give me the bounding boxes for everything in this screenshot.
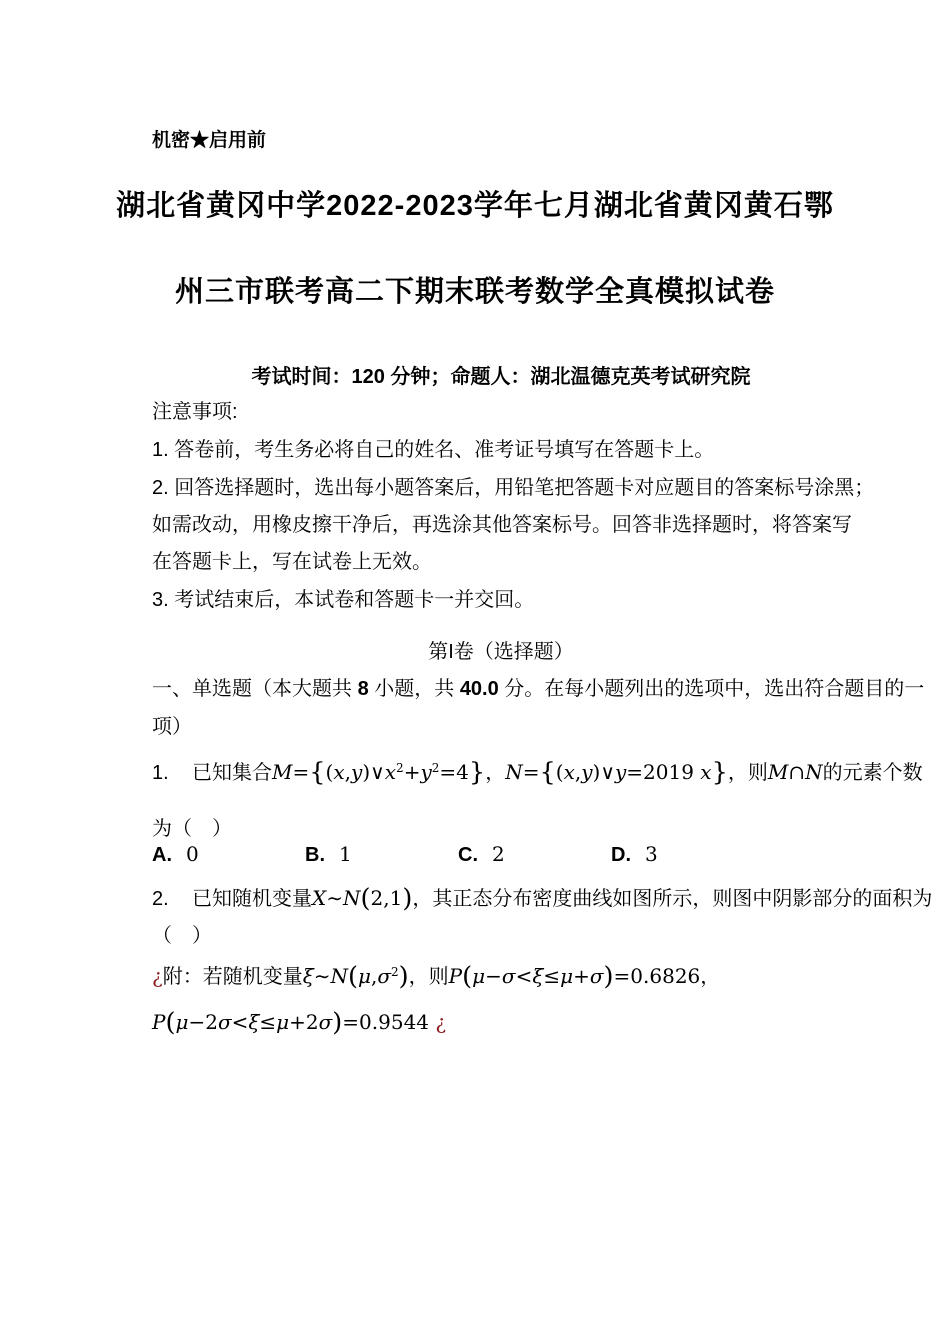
question-1-option-d xyxy=(611,842,658,867)
option-value: 3 xyxy=(645,842,658,866)
option-label: B. xyxy=(305,844,325,866)
option-value: 0 xyxy=(186,842,199,866)
question-1-stem: 1. 已知集合$M=\{(x,y)\vee x^2+y^2=4\}$，N={(x,y)∨y=2019 x}，则M∩N的元素个数 xyxy=(152,757,923,788)
notice-item-2-cont2: 在答题卡上，写在试卷上无效。 xyxy=(152,551,432,573)
question-2-note-line2: P(μ−2σ<ξ≤μ+2σ)=0.9544 ¿ xyxy=(152,1007,447,1038)
exam-title-line1: 湖北省黄冈中学2022-2023学年七月湖北省黄冈黄石鄂 xyxy=(116,190,834,222)
exam-info: 考试时间：120 分钟；命题人：湖北温德克英考试研究院 xyxy=(251,366,751,388)
notice-item-2-cont: 如需改动，用橡皮擦干净后，再选涂其他答案标号。回答非选择题时，将答案写 xyxy=(152,514,852,536)
option-label: D. xyxy=(611,844,631,866)
notice-heading: 注意事项: xyxy=(152,401,238,423)
question-1-option-c xyxy=(458,842,505,867)
exam-title-line2: 州三市联考高二下期末联考数学全真模拟试卷 xyxy=(174,276,775,308)
volume1-header: 第I卷（选择题） xyxy=(428,641,574,663)
notice-item-3: 3. 考试结束后，本试卷和答题卡一并交回。 xyxy=(152,589,535,611)
question-2-note-line1: ¿附：若随机变量$\xi\sim N(\mu,\sigma^2)$，则P(μ−σ<ξ≤μ+σ)=0.6826， xyxy=(152,961,721,992)
question-1-answer-blank: 为（ ） xyxy=(152,818,232,840)
question-1-option-b xyxy=(305,842,352,867)
question-1-option-a xyxy=(152,842,199,867)
question-2-stem: 2. 已知随机变量X∼N(2,1)，其正态分布密度曲线如图所示，则图中阴影部分的面积为 xyxy=(152,883,933,914)
option-value: 2 xyxy=(492,842,505,866)
option-label: C. xyxy=(458,844,478,866)
option-label: A. xyxy=(152,844,172,866)
confidential-label: 机密★启用前 xyxy=(152,130,267,151)
notice-item-1: 1. 答卷前，考生务必将自己的姓名、准考证号填写在答题卡上。 xyxy=(152,439,715,461)
question-2-answer-blank: （ ） xyxy=(152,925,212,947)
section1-heading-line1: 一、单选题（本大题共 8 小题，共 40.0 分。在每小题列出的选项中，选出符合题目的一 xyxy=(152,678,925,700)
option-value: 1 xyxy=(339,842,352,866)
question-1-options xyxy=(0,842,950,872)
section1-heading-line2: 项） xyxy=(152,716,192,738)
notice-item-2: 2. 回答选择题时，选出每小题答案后，用铅笔把答题卡对应题目的答案标号涂黑； xyxy=(152,477,875,499)
